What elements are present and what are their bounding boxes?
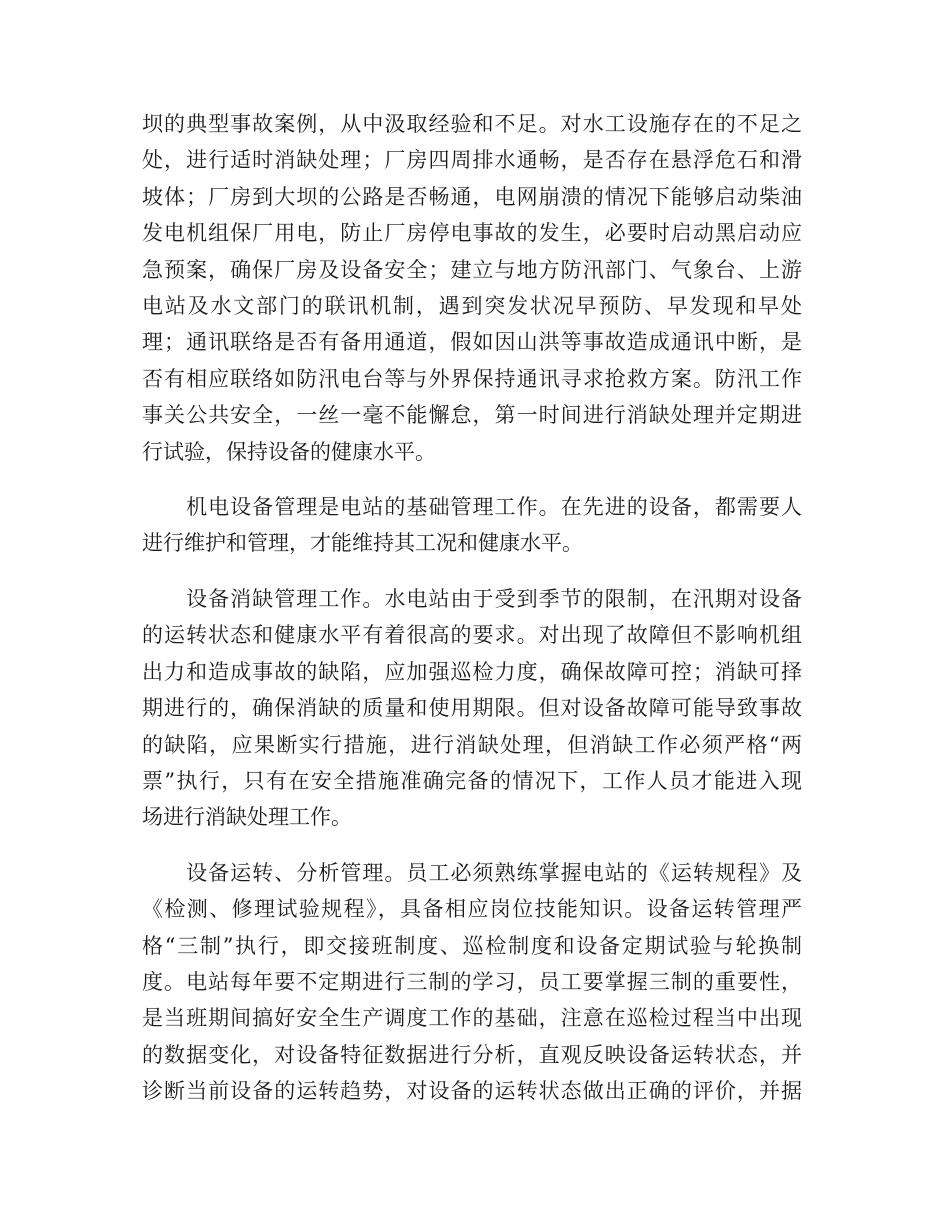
text-line: 理；通讯联络是否有备用通道，假如因山洪等事故造成通讯中断，是 — [142, 330, 802, 355]
text-line: 电站及水文部门的联讯机制，遇到突发状况早预防、早发现和早处 — [142, 294, 802, 319]
text-line: 的数据变化，对设备特征数据进行分析，直观反映设备运转状态，并 — [142, 1042, 802, 1067]
text-line: 坡体；厂房到大坝的公路是否畅通，电网崩溃的情况下能够启动柴油 — [142, 184, 802, 209]
text-line: 设备运转、分析管理。员工必须熟练掌握电站的《运转规程》及 — [142, 860, 802, 885]
text-line: 设备消缺管理工作。水电站由于受到季节的限制，在汛期对设备 — [142, 586, 802, 611]
document-body — [142, 106, 802, 1110]
paragraph-flood-control — [142, 106, 802, 470]
paragraph-equipment-management — [142, 489, 802, 562]
text-line: 坝的典型事故案例，从中汲取经验和不足。对水工设施存在的不足之 — [142, 112, 802, 136]
text-line: 发电机组保厂用电，防止厂房停电事故的发生，必要时启动黑启动应 — [142, 221, 802, 246]
text-line: 处，进行适时消缺处理；厂房四周排水通畅，是否存在悬浮危石和滑 — [142, 148, 802, 173]
text-line: 场进行消缺处理工作。 — [142, 805, 352, 830]
text-line: 的缺陷，应果断实行措施，进行消缺处理，但消缺工作必须严格“两 — [142, 732, 802, 757]
text-line: 否有相应联络如防汛电台等与外界保持通讯寻求抢救方案。防汛工作 — [142, 366, 802, 391]
text-line: 急预案，确保厂房及设备安全；建立与地方防汛部门、气象台、上游 — [142, 257, 802, 282]
paragraph-defect-elimination — [142, 581, 802, 836]
text-line: 机电设备管理是电站的基础管理工作。在先进的设备，都需要人 — [142, 495, 802, 520]
text-line: 的运转状态和健康水平有着很高的要求。对出现了故障但不影响机组 — [142, 623, 802, 648]
text-line: 行试验，保持设备的健康水平。 — [142, 439, 436, 464]
text-line: 是当班期间搞好安全生产调度工作的基础，注意在巡检过程当中出现 — [142, 1006, 802, 1031]
paragraph-operation-analysis — [142, 855, 802, 1110]
text-line: 进行维护和管理，才能维持其工况和健康水平。 — [142, 531, 583, 556]
text-line: 诊断当前设备的运转趋势，对设备的运转状态做出正确的评价，并据 — [142, 1079, 802, 1104]
text-line: 事关公共安全，一丝一毫不能懈怠，第一时间进行消缺处理并定期进 — [142, 403, 802, 428]
text-line: 度。电站每年要不定期进行三制的学习，员工要掌握三制的重要性， — [142, 969, 802, 994]
text-line: 期进行的，确保消缺的质量和使用期限。但对设备故障可能导致事故 — [142, 696, 802, 721]
text-line: 出力和造成事故的缺陷，应加强巡检力度，确保故障可控；消缺可择 — [142, 659, 802, 684]
text-line: 《检测、修理试验规程》，具备相应岗位技能知识。设备运转管理严 — [142, 897, 802, 922]
text-line: 票”执行，只有在安全措施准确完备的情况下，工作人员才能进入现 — [142, 768, 802, 793]
text-line: 格“三制”执行，即交接班制度、巡检制度和设备定期试验与轮换制 — [142, 933, 802, 958]
